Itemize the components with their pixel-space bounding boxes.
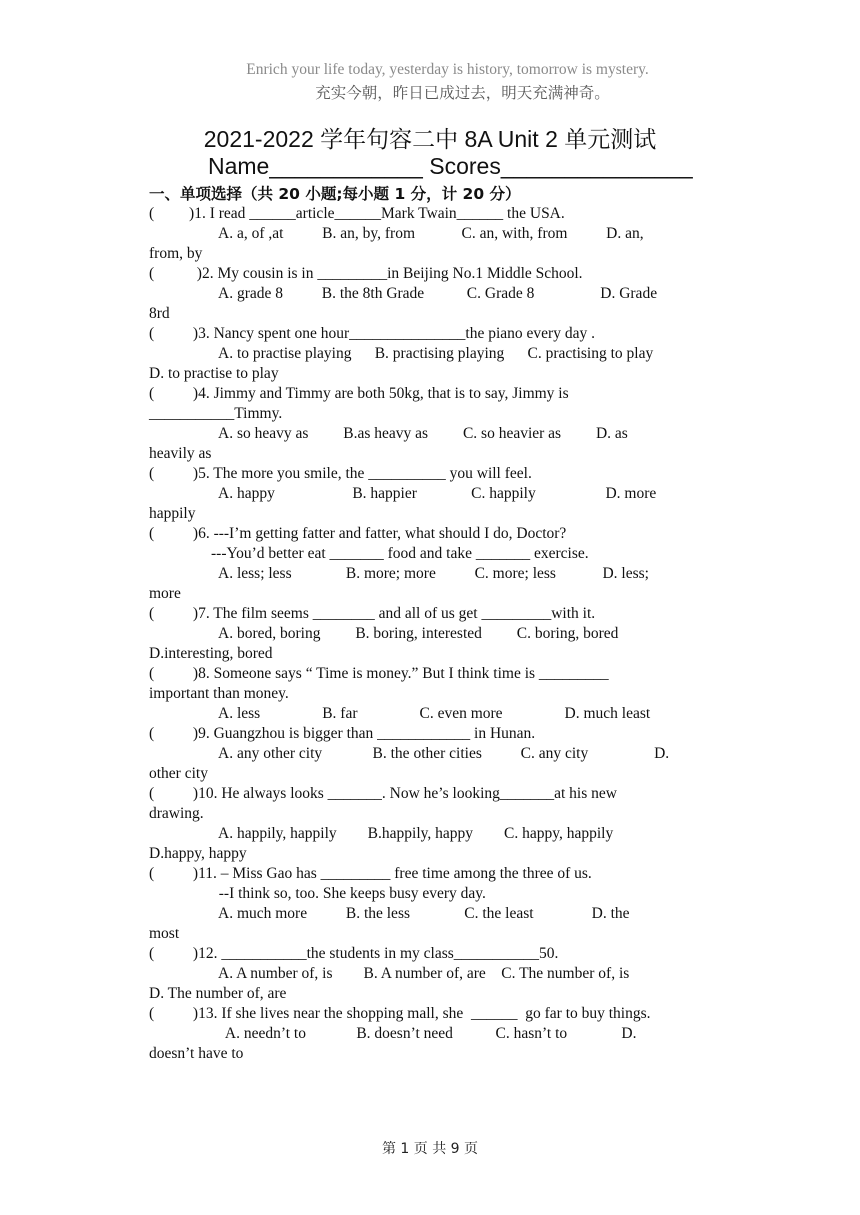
question-11-stem: ( )11. – Miss Gao has _________ free time among the three of us. --I think so, too. She keeps busy every day. [149, 865, 592, 902]
question-8-stem: ( )8. Someone says “ Time is money.” But I think time is _________ important than money. [149, 665, 609, 702]
question-4-stem: ( )4. Jimmy and Timmy are both 50kg, that is to say, Jimmy is ___________Timmy. [149, 385, 569, 422]
question-8-options: A. less B. far C. even more D. much least [218, 705, 651, 722]
motto-chinese: 充实今朝，昨日已成过去，明天充满神奇。 [315, 84, 610, 102]
question-11-options-cont: most [149, 925, 180, 942]
question-1-stem: ( )1. I read ______article______Mark Twain______ the USA. [149, 205, 565, 222]
question-6-options: A. less; less B. more; more C. more; less D. less; [218, 565, 649, 582]
section-heading: 一、单项选择（共 20 小题;每小题 1 分，计 20 分） [149, 185, 521, 203]
question-13-options: A. needn’t to B. doesn’t need C. hasn’t to D. [218, 1025, 637, 1042]
question-4-options-cont: heavily as [149, 445, 212, 462]
question-5-stem: ( )5. The more you smile, the __________ you will feel. [149, 465, 532, 482]
question-12-stem: ( )12. ___________the students in my class___________50. [149, 945, 559, 962]
question-6-stem: ( )6. ---I’m getting fatter and fatter, what should I do, Doctor? ---You’d better eat _______ food and take _______ exercise. [149, 525, 589, 562]
question-1-options: A. a, of ,at B. an, by, from C. an, with, from D. an, [218, 225, 644, 242]
question-1-options-cont: from, by [149, 245, 203, 262]
question-9-options-cont: other city [149, 765, 208, 782]
motto-english: Enrich your life today, yesterday is history, tomorrow is mystery. [246, 61, 649, 78]
question-10-options: A. happily, happily B.happily, happy C. happy, happily [218, 825, 614, 842]
question-5-options: A. happy B. happier C. happily D. more [218, 485, 657, 502]
page-footer: 第 1 页 共 9 页 [381, 1141, 479, 1157]
question-12-options-cont: D. The number of, are [149, 985, 287, 1002]
question-13-options-cont: doesn’t have to [149, 1045, 244, 1062]
question-2-stem: ( )2. My cousin is in _________in Beijing No.1 Middle School. [149, 265, 583, 282]
question-12-options: A. A number of, is B. A number of, are C. The number of, is [218, 965, 630, 982]
question-13-stem: ( )13. If she lives near the shopping mall, she ______ go far to buy things. [149, 1005, 651, 1022]
question-7-stem: ( )7. The film seems ________ and all of us get _________with it. [149, 605, 596, 622]
question-3-stem: ( )3. Nancy spent one hour_______________the piano every day . [149, 325, 595, 342]
question-7-options: A. bored, boring B. boring, interested C. boring, bored [218, 625, 619, 642]
name-scores-line: Name____________ Scores_______________ [208, 153, 693, 179]
question-3-options-cont: D. to practise to play [149, 365, 279, 382]
question-5-options-cont: happily [149, 505, 196, 522]
question-6-options-cont: more [149, 585, 181, 602]
question-2-options: A. grade 8 B. the 8th Grade C. Grade 8 D. Grade [218, 285, 658, 302]
page-title: 2021-2022 学年句容二中 8A Unit 2 单元测试 [203, 126, 657, 152]
question-3-options: A. to practise playing B. practising playing C. practising to play [218, 345, 654, 362]
question-4-options: A. so heavy as B.as heavy as C. so heavier as D. as [218, 425, 628, 442]
question-11-options: A. much more B. the less C. the least D. the [218, 905, 630, 922]
question-10-options-cont: D.happy, happy [149, 845, 247, 862]
question-10-stem: ( )10. He always looks _______. Now he’s looking_______at his new drawing. [149, 785, 617, 822]
question-9-stem: ( )9. Guangzhou is bigger than ____________ in Hunan. [149, 725, 536, 742]
question-9-options: A. any other city B. the other cities C. any city D. [218, 745, 670, 762]
question-7-options-cont: D.interesting, bored [149, 645, 273, 662]
question-2-options-cont: 8rd [149, 305, 170, 322]
